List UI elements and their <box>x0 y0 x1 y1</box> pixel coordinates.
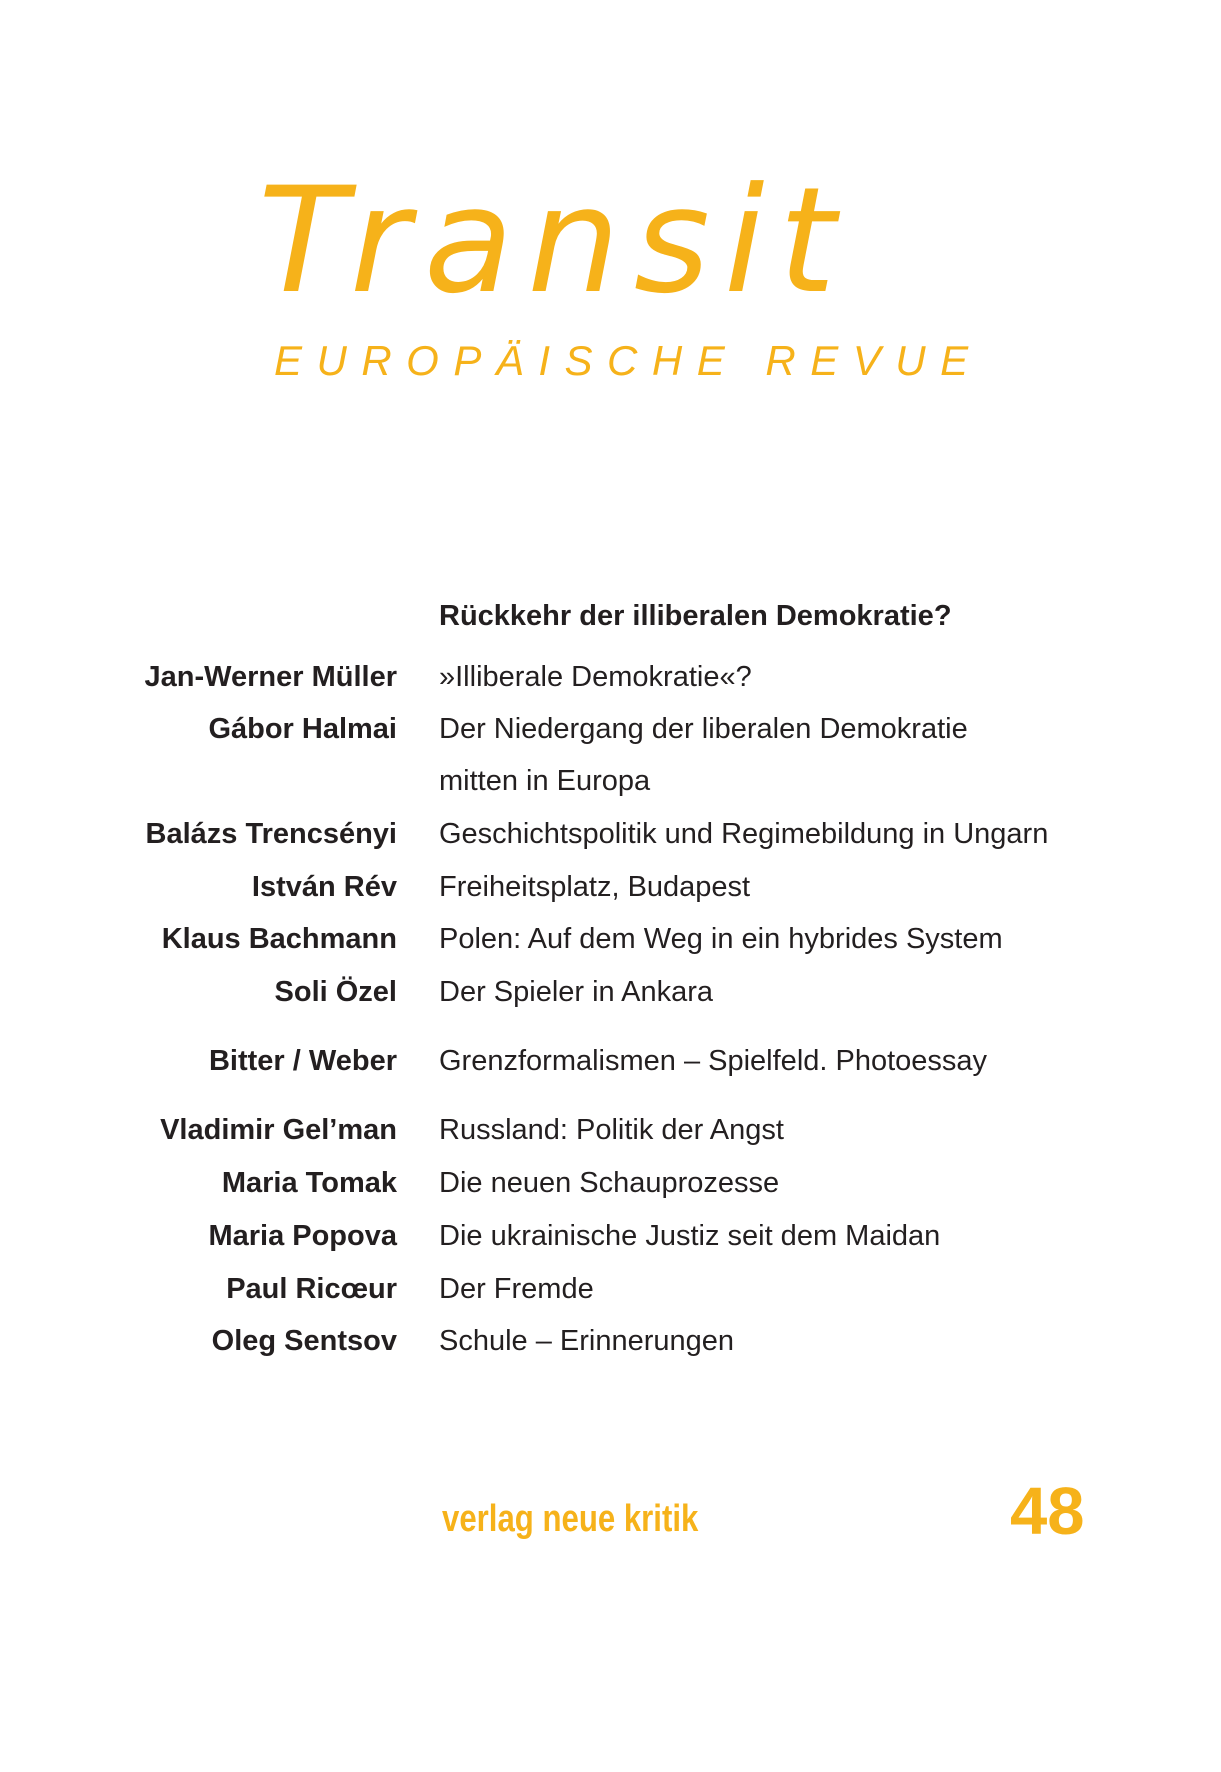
toc-author: Vladimir Gel’man <box>160 1114 397 1146</box>
toc-author: Maria Popova <box>208 1220 397 1252</box>
toc-author: Gábor Halmai <box>208 713 397 745</box>
toc-title: Der Spieler in Ankara <box>439 976 714 1008</box>
toc-author: Jan-Werner Müller <box>144 661 397 693</box>
toc-author: Maria Tomak <box>221 1167 397 1199</box>
toc-title: Russland: Politik der Angst <box>439 1114 784 1146</box>
issue-number: 48 <box>1010 1474 1085 1549</box>
toc-author: Klaus Bachmann <box>161 923 397 955</box>
toc-title: »Illiberale Demokratie«? <box>439 661 752 693</box>
toc-title: Geschichtspolitik und Regimebildung in Ungarn <box>439 818 1049 850</box>
toc-author: Oleg Sentsov <box>211 1325 397 1357</box>
toc-title: Polen: Auf dem Weg in ein hybrides System <box>439 923 1003 955</box>
issue-theme-heading: Rückkehr der illiberalen Demokratie? <box>439 600 952 632</box>
toc-title: Freiheitsplatz, Budapest <box>439 871 751 903</box>
journal-subtitle: EUROPÄISCHE REVUE <box>274 337 983 384</box>
publisher-name: verlag neue kritik <box>442 1498 699 1540</box>
journal-title: Transit <box>258 156 850 326</box>
toc-title: Die neuen Schauprozesse <box>439 1167 780 1199</box>
toc-author: Bitter / Weber <box>208 1045 397 1077</box>
toc-author: István Rév <box>251 871 397 903</box>
toc-title: Grenzformalismen – Spielfeld. Photoessay <box>439 1045 988 1077</box>
toc-title: Der Fremde <box>439 1273 594 1305</box>
toc-title: Der Niedergang der liberalen Demokratie <box>439 713 968 745</box>
toc-title-continuation: mitten in Europa <box>439 765 651 797</box>
toc-title: Schule – Erinnerungen <box>439 1325 735 1357</box>
toc-author: Balázs Trencsényi <box>145 818 397 850</box>
toc-author: Soli Özel <box>274 976 397 1008</box>
toc-author: Paul Ricœur <box>226 1273 397 1305</box>
toc-title: Die ukrainische Justiz seit dem Maidan <box>439 1220 941 1252</box>
